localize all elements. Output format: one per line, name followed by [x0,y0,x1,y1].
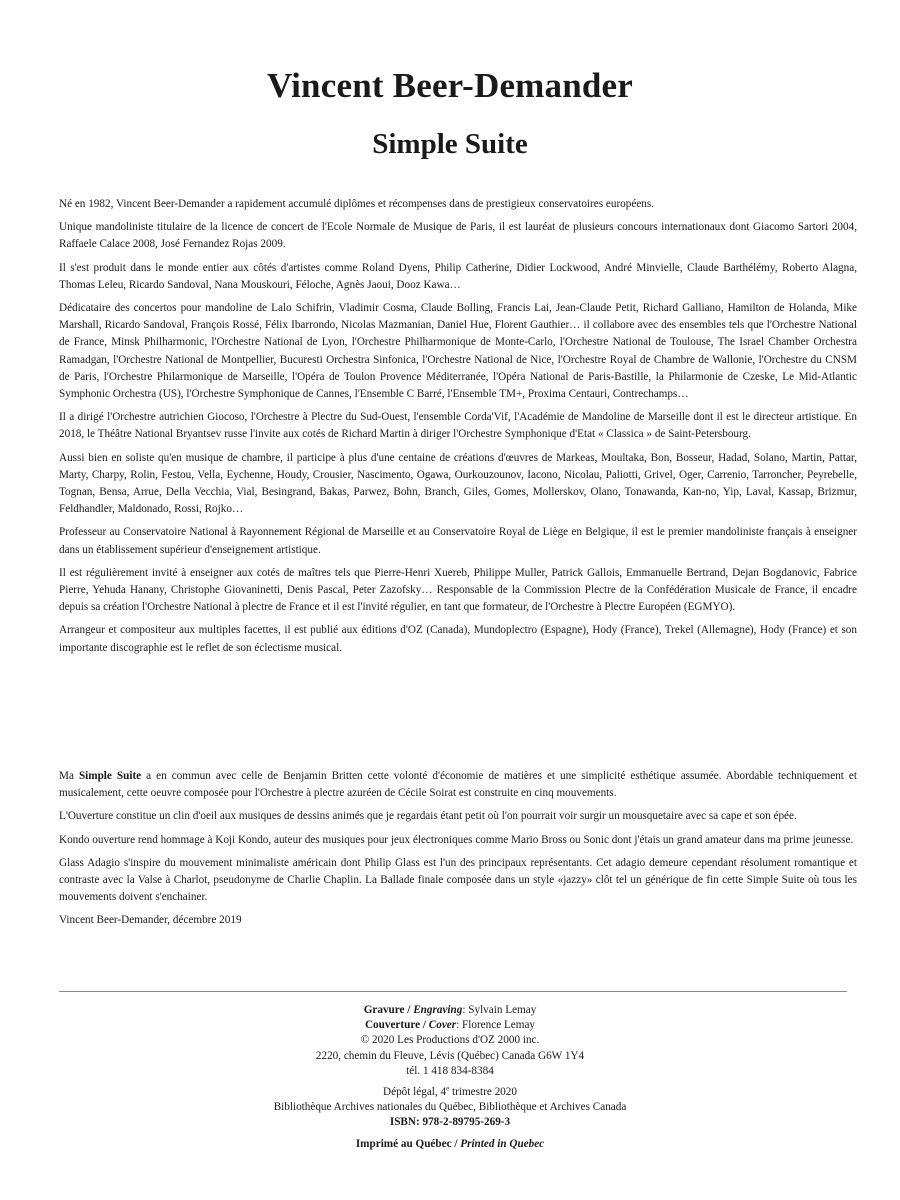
cover-credit [0,1018,900,1033]
bio-paragraph: Il a dirigé l'Orchestre autrichien Giocoso, l'Orchestre à Plectre du Sud-Ouest, l'ensemble Corda'Vif, l'Académie de Mandoline de Marseille dont il est le directeur artistique. En 2018, le Théâtre National Bryantsev russe l'invite aux cotés de Richard Martin à diriger l'Orchestre Symphonique d'Etat « Classica » de Saint-Petersbourg. [59,411,857,441]
legal-deposit-text: Dépôt légal, 4 [383,1086,447,1099]
engraving-label: Gravure / [363,1004,414,1016]
printed-en: Printed in Quebec [460,1137,545,1150]
work-title: Simple Suite [372,128,528,160]
engraving-label-en: Engraving [413,1004,463,1016]
libraries: Bibliothèque Archives nationales du Québec, Bibliothèque et Archives Canada [273,1101,627,1114]
phone: tél. 1 418 834-8384 [406,1064,494,1077]
divider [59,991,847,992]
bio-paragraph: Arrangeur et compositeur aux multiples facettes, il est publié aux éditions d'OZ (Canada), Mundoplectro (Espagne), Hody (France), Trekel (Allemagne), Hody (France) et son importante discographie est le reflet de son éclectisme musical. [59,624,857,654]
suite-paragraph: Glass Adagio s'inspire du mouvement minimaliste américain dont Philip Glass est l'un des principaux représentants. Cet adagio demeure cependant résolument romantique et contraste avec la Valse à Charlot, pseudonyme de Charlie Chaplin. La Ballade finale composée dans un style «jazzy» clôt tel un générique de fin cette Simple Suite où tous les mouvements doivent s'enchainer. [59,856,857,904]
bio-paragraph: Unique mandoliniste titulaire de la licence de concert de l'Ecole Normale de Musique de Paris, il est lauréat de plusieurs concours internationaux dont Giacomo Sartori 2004, Raffaele Calace 2008, José Fernandez Rojas 2009. [59,221,857,251]
suite-notes-section [59,768,857,936]
address: 2220, chemin du Fleuve, Lévis (Québec) Canada G6W 1Y4 [315,1049,585,1062]
cover-label-en: Cover [428,1019,457,1032]
suite-title-inline: Simple Suite [78,770,142,782]
suite-intro-text: a en commun avec celle de Benjamin Britten cette volonté d'économie de matières et une simplicité esthétique assumée. Abordable techniquement et musicalement, cette oeuvre composée pour l'Orchestre à plectre azuréen de Cécile Soirat est construite en cinq mouvements. [59,770,857,800]
suite-intro-prefix: Ma [59,770,79,782]
legal-deposit [0,1085,900,1100]
suite-paragraph: Kondo ouverture rend hommage à Koji Kondo, auteur des musiques pour jeux électroniques comme Mario Bross ou Sonic dont j'étais un grand amateur dans ma prime jeunesse. [59,833,854,846]
colophon [0,1003,900,1152]
cover-label: Couverture / [364,1019,429,1032]
engraving-name: : Sylvain Lemay [462,1004,537,1016]
bio-paragraph: Dédicataire des concertos pour mandoline de Lalo Schifrin, Vladimir Cosma, Claude Bolling, Francis Lai, Jean-Claude Petit, Richard Galliano, Hamilton de Holanda, Mike Marshall, Ricardo Sandoval, François Rossé, Félix Ibarrondo, Nicolas Mazmanian, Daniel Hue, Florent Gauthier… il collabore avec des ensembles tels que l'Orchestre National de France, Minsk Philharmonic, l'Orchestre National de Lyon, l'Orchestre Philharmonique de Monte-Carlo, l'Orchestre National de Toulouse, The Israel Chamber Orchestra Ramadgan, l'Orchestre National de Montpellier, Bucuresti Orchestra Sinfonica, l'Orchestre National de Nice, l'Orchestre Royal de Chambre de Wallonie, l'Orchestre du CNSM de Paris, l'Orchestre Philarmonique de Marseille, l'Opéra de Toulon Provence Méditerranée, l'Opéra National de Paris-Bastille, la Philarmonie de Czeske, Le Mid-Atlantic Symphonic Orchestra (US), l'Orchestre Symphonique de Cannes, l'Ensemble C Barré, l'Ensemble TM+, Proxima Centauri, Contrechamps… [59,302,857,401]
legal-deposit-sup: e [446,1084,450,1093]
cover-name: : Florence Lemay [456,1019,536,1032]
engraving-credit [0,1003,900,1018]
legal-deposit-year: trimestre 2020 [449,1086,517,1099]
isbn [0,1115,900,1130]
biography-section [59,196,857,663]
isbn-text: ISBN: 978-2-89795-269-3 [389,1116,511,1129]
signature: Vincent Beer-Demander, décembre 2019 [59,914,242,927]
printed-fr: Imprimé au Québec / [355,1137,461,1150]
suite-paragraph: L'Ouverture constitue un clin d'oeil aux musiques de dessins animés que je regardais étant petit où l'on pourrait voir surgir un mousquetaire avec sa cape et son épée. [59,810,797,823]
suite-intro [59,768,857,802]
composer-name: Vincent Beer-Demander [266,66,634,105]
printed-in [0,1137,900,1152]
bio-paragraph: Il est régulièrement invité à enseigner aux cotés de maîtres tels que Pierre-Henri Xuereb, Philippe Muller, Patrick Gallois, Emmanuelle Bertrand, Dejan Bogdanovic, Fabrice Pierre, Yehuda Hanany, Christophe Giovaninetti, Denis Pascal, Peter Zazofsky… Responsable de la Commission Plectre de la Confédération Musicale de France, il encadre depuis sa création l'Orchestre National à plectre de France et il est l'invité régulier, en tant que formateur, de l'Orchestre à Plectre Européen (EGMYO). [59,566,857,614]
bio-paragraph: Professeur au Conservatoire National à Rayonnement Régional de Marseille et au Conservatoire Royal de Liège en Belgique, il est le premier mandoliniste français à enseigner dans un établissement supérieur d'enseignement artistique. [59,526,857,556]
copyright: © 2020 Les Productions d'OZ 2000 inc. [360,1034,540,1047]
bio-paragraph: Il s'est produit dans le monde entier aux côtés d'artistes comme Roland Dyens, Philip Catherine, Didier Lockwood, André Minvielle, Claude Barthélémy, Roberto Alagna, Thomas Leleu, Ricardo Sandoval, Nana Mouskouri, Féloche, Agnès Jaoui, Dooz Kawa… [59,261,857,291]
bio-paragraph: Aussi bien en soliste qu'en musique de chambre, il participe à plus d'une centaine de créations d'œuvres de Markeas, Moultaka, Bon, Bosseur, Hadad, Solano, Martin, Pattar, Marty, Charpy, Rolin, Festou, Vella, Eychenne, Houdy, Crousier, Nascimento, Ogawa, Ourkouzounov, Iacono, Nicolau, Paliotti, Grivel, Oger, Carrenio, Tarroncher, Peyrebelle, Tognan, Bensa, Arrue, Della Vecchia, Vial, Besingrand, Bakas, Parwez, Bohn, Branch, Giles, Gomes, Mollerskov, Olano, Tonawanda, Kan-no, Yip, Laval, Kassap, Brizmur, Feldhandler, Maldonado, Rossi, Rojko… [59,451,857,516]
bio-paragraph: Né en 1982, Vincent Beer-Demander a rapidement accumulé diplômes et récompenses dans de prestigieux conservatoires européens. [59,198,655,210]
